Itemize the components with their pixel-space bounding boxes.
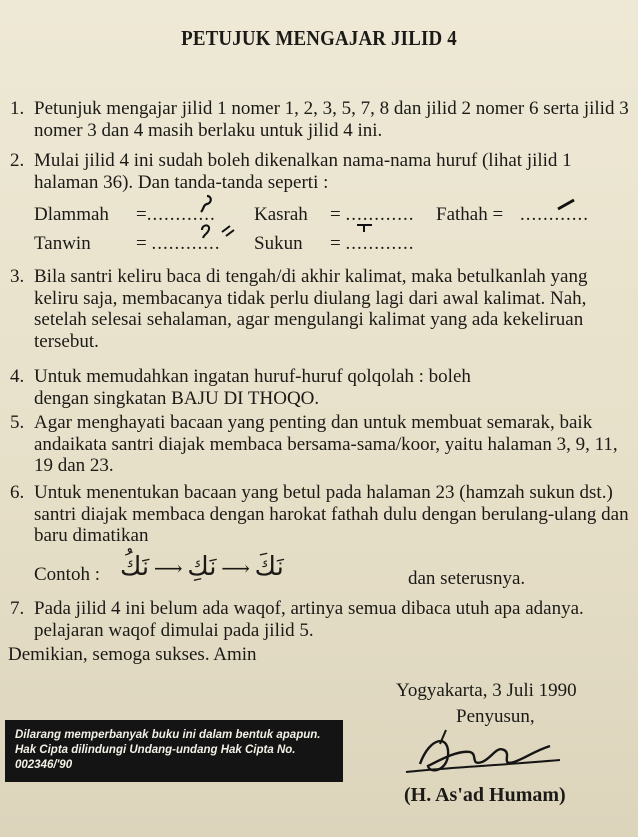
item-number: 6. [10, 482, 25, 503]
item-number: 2. [10, 150, 25, 171]
contoh-example [120, 552, 284, 582]
arrow-right-icon: ⟶ [221, 558, 250, 580]
item-number: 1. [10, 98, 25, 119]
equals-sign: = [330, 204, 341, 225]
equals-sign: = [136, 233, 147, 254]
dots: ............ [151, 233, 221, 254]
tanwin-eq [136, 233, 220, 255]
dots: ............ [345, 233, 415, 254]
item-text: Bila santri keliru baca di tengah/di akhir kalimat, maka betulkanlah yang keliru saja, membacanya tidak perlu diulang lagi dari awal kalimat. Nah, setelah selesai sehalaman, agar mengulangi kalimat yang ada kekeliruan tersebut. [34, 266, 588, 352]
sukun-label: Sukun [254, 233, 303, 254]
arabic-word-fathah: نَكَ [254, 552, 284, 582]
item-text: Untuk menentukan bacaan yang betul pada halaman 23 (hamzah sukun dst.) santri diajak membaca dengan harokat fathah dulu dengan berulang-ulang dan baru dimatikan [34, 482, 629, 547]
item-text: Mulai jilid 4 ini sudah boleh dikenalkan nama-nama huruf (lihat jilid 1 halaman 36). Dan tanda-tanda seperti : [34, 150, 572, 193]
list-item [10, 598, 630, 641]
tanwin-label: Tanwin [34, 233, 91, 254]
list-item [10, 150, 630, 193]
arabic-word-dlammah: نَكُ [120, 552, 150, 582]
dlammah-label: Dlammah [34, 204, 109, 225]
dots: ............ [146, 204, 216, 225]
dots: ............ [520, 204, 589, 225]
kasrah-label: Kasrah [254, 204, 308, 225]
arabic-word-kasrah: نَكِ [187, 552, 217, 582]
closing-text: Demikian, semoga sukses. Amin [8, 644, 257, 665]
dlammah-mark-icon [198, 194, 216, 214]
contoh-tail: dan seterusnya. [408, 568, 526, 589]
item-number: 5. [10, 412, 25, 433]
author-name: (H. As'ad Humam) [404, 784, 566, 806]
list-item [10, 98, 630, 141]
arrow-right-icon: ⟶ [153, 558, 183, 580]
list-item [10, 412, 630, 477]
item-text: Pada jilid 4 ini belum ada waqof, artinya semua dibaca utuh apa adanya. pelajaran waqof dimulai pada jilid 5. [34, 598, 584, 641]
copyright-notice: Dilarang memperbanyak buku ini dalam bentuk apapun. Hak Cipta dilindungi Undang-undang Hak Cipta No. 002346/'90 [5, 720, 343, 782]
place-date: Yogyakarta, 3 Juli 1990 [396, 680, 577, 701]
equals-sign: = [136, 204, 147, 225]
contoh-label: Contoh : [34, 564, 100, 585]
list-item [10, 266, 630, 352]
page-title: PETUJUK MENGAJAR JILID 4 [181, 26, 457, 50]
item-number: 4. [10, 366, 25, 387]
fathah-label: Fathah = [436, 204, 504, 225]
dots: ............ [345, 204, 415, 225]
sukun-eq [330, 233, 414, 255]
item-text: Agar menghayati bacaan yang penting dan untuk membuat semarak, baik andaikata santri diajak membaca bersama-sama/koor, yaitu halaman 3, 9, 11, 19 dan 23. [34, 412, 618, 477]
penyusun-label: Penyusun, [456, 706, 535, 727]
list-item [10, 482, 630, 547]
list-item [10, 366, 630, 409]
item-text: Petunjuk mengajar jilid 1 nomer 1, 2, 3, 5, 7, 8 dan jilid 2 nomer 6 serta jilid 3 nomer 3 dan 4 masih berlaku untuk jilid 4 ini. [34, 98, 629, 141]
fathah-mark-icon [555, 197, 577, 211]
item-text: Untuk memudahkan ingatan huruf-huruf qolqolah : boleh dengan singkatan BAJU DI THOQO. [34, 366, 471, 409]
equals-sign: = [330, 233, 341, 254]
item-number: 7. [10, 598, 25, 619]
signature-icon [400, 716, 570, 786]
item-number: 3. [10, 266, 25, 287]
